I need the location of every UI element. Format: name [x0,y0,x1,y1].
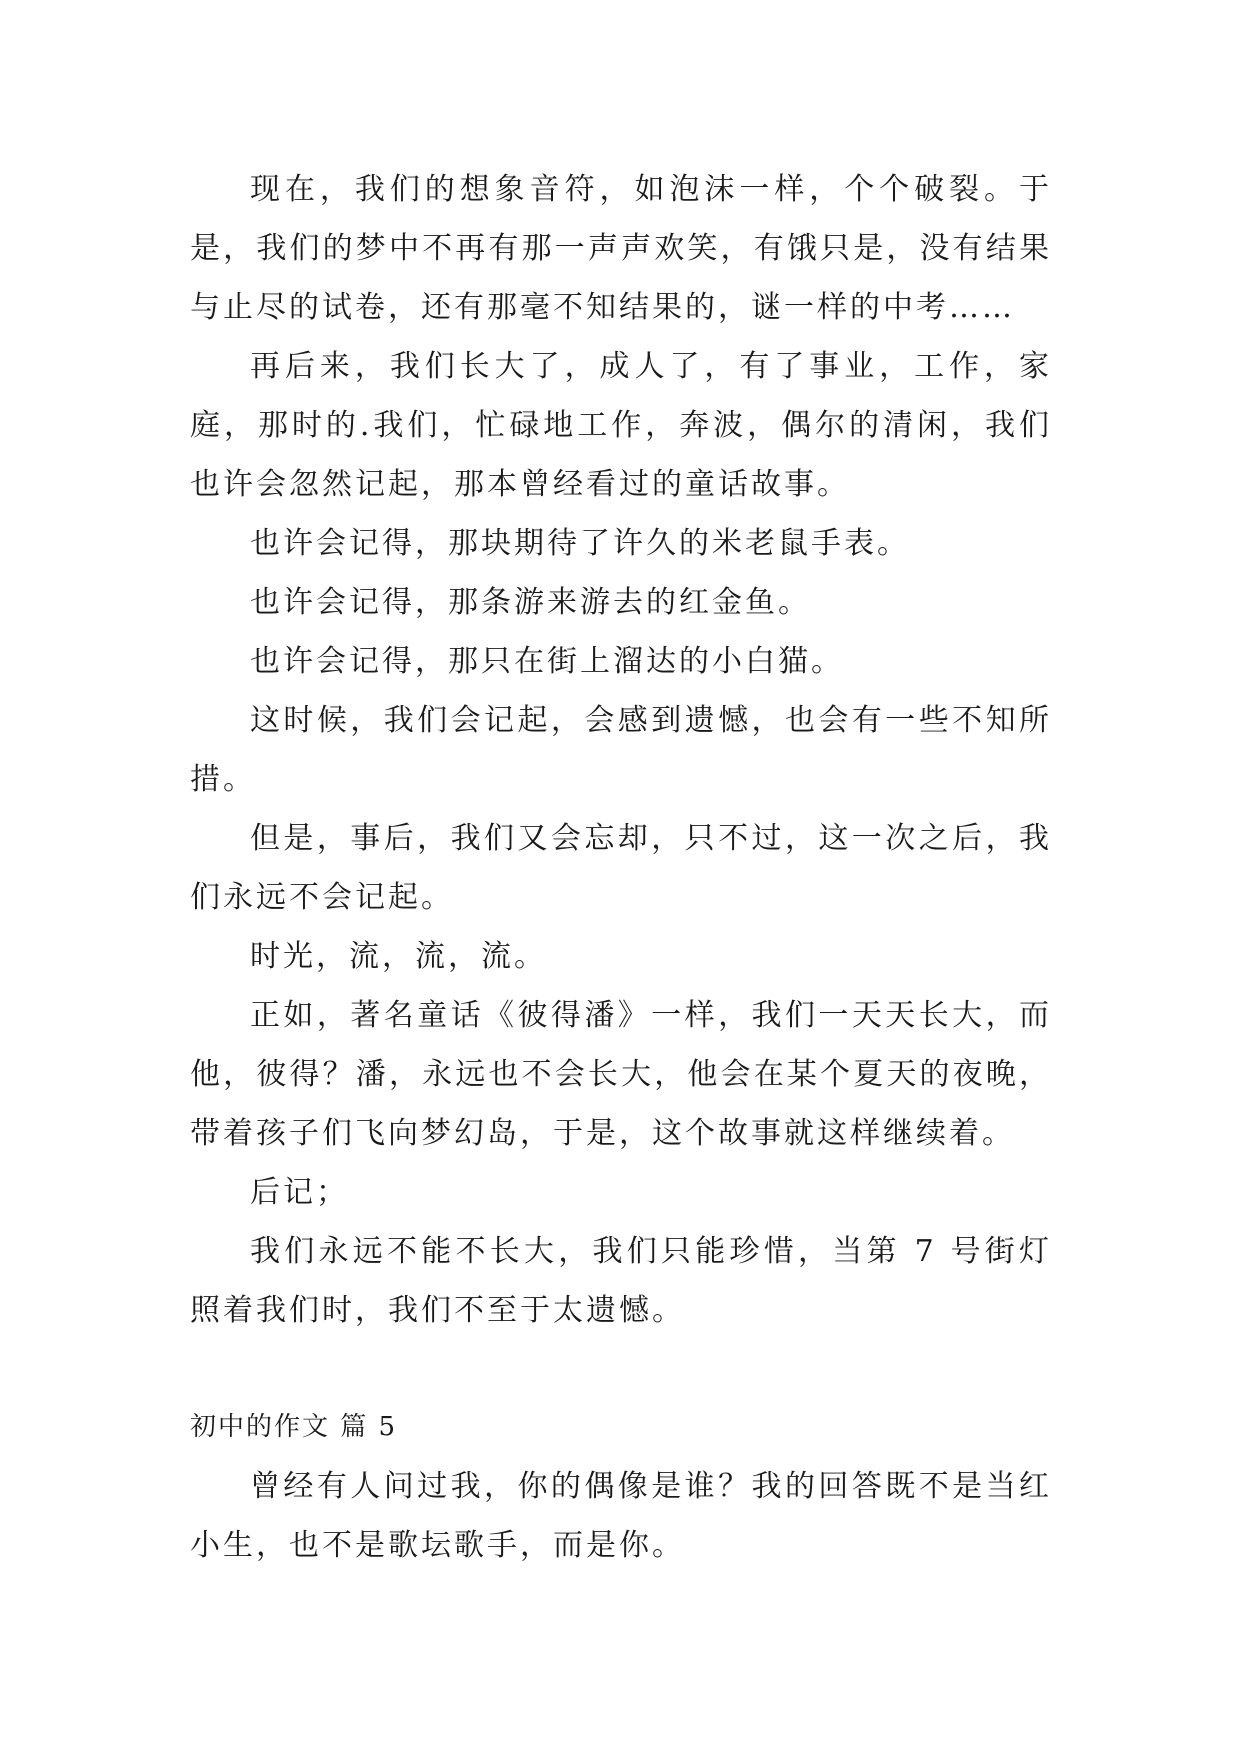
paragraph: 但是，事后，我们又会忘却，只不过，这一次之后，我们永远不会记起。 [190,821,1052,915]
paragraph: 时光，流，流，流。 [250,939,547,974]
paragraph: 也许会记得，那块期待了许久的米老鼠手表。 [250,526,910,561]
paragraph: 后记； [250,1175,349,1210]
paragraph: 也许会记得，那条游来游去的红金鱼。 [250,585,811,620]
paragraph: 这时候，我们会记起，会感到遗憾，也会有一些不知所措。 [190,703,1052,797]
paragraph: 现在，我们的想象音符，如泡沫一样，个个破裂。于是，我们的梦中不再有那一声声欢笑，有饿只是，没有结果与止尽的试卷，还有那毫不知结果的，谜一样的中考…… [190,172,1052,325]
section-heading: 初中的作文 篇 5 [190,1412,398,1442]
paragraph: 正如，著名童话《彼得潘》一样，我们一天天长大，而他，彼得？潘，永远也不会长大，他会在某个夏天的夜晚，带着孩子们飞向梦幻岛，于是，这个故事就这样继续着。 [190,998,1052,1151]
document-page [190,160,1052,1575]
paragraph: 也许会记得，那只在街上溜达的小白猫。 [250,644,844,679]
paragraph: 曾经有人问过我，你的偶像是谁？我的回答既不是当红小生，也不是歌坛歌手，而是你。 [190,1469,1052,1563]
paragraph: 我们永远不能不长大，我们只能珍惜，当第 7 号街灯照着我们时，我们不至于太遗憾。 [190,1234,1052,1328]
paragraph: 再后来，我们长大了，成人了，有了事业，工作，家庭，那时的.我们，忙碌地工作，奔波，偶尔的清闲，我们也许会忽然记起，那本曾经看过的童话故事。 [190,349,1052,502]
